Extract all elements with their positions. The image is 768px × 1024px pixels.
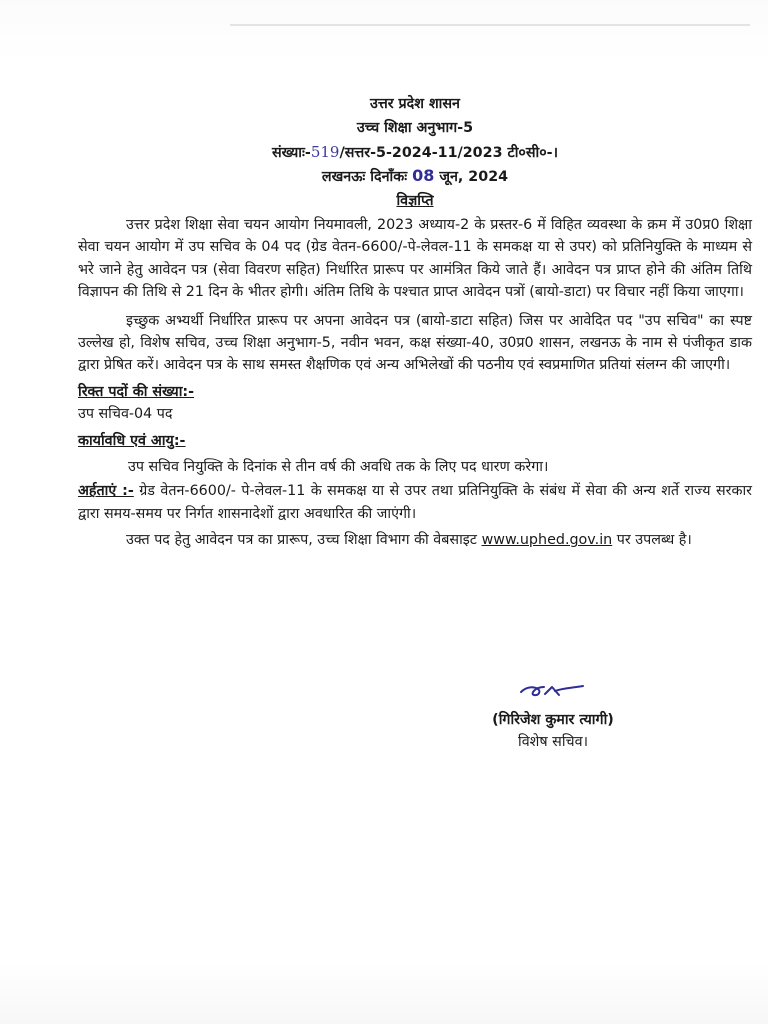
signatory-name: (गिरिजेश कुमार त्यागी): [492, 712, 614, 728]
vacancy-value: उप सचिव-04 पद: [78, 406, 173, 423]
form-note-before: उक्त पद हेतु आवेदन पत्र का प्रारूप, उच्च शिक्षा विभाग की वेबसाइट: [126, 532, 478, 549]
form-note: [78, 529, 752, 551]
handwritten-number: 519: [310, 143, 340, 161]
paragraph-2: इच्छुक अभ्यर्थी निर्धारित प्रारूप पर अपना आवेदन पत्र (बायो-डाटा सहित) जिस पर आवेदित पद "उप सचिव" का स्पष्ट उल्लेख हो, विशेष सचिव, उच्च शिक्षा अनुभाग-5, नवीन भवन, कक्ष संख्या-40, उ0प्र0 शासन, लखनऊ के नाम से पंजीकृत डाक द्वारा प्रेषित करें। आवेदन पत्र के साथ समस्त शैक्षणिक एवं अन्य अभिलेखों की पठनीय एवं स्वप्रमाणित प्रतियां संलग्न की जाएगी।: [78, 312, 752, 374]
eligibility-heading: अर्हताएं :-: [78, 483, 134, 500]
reference-suffix: /सत्तर-5-2024-11/2023 टी०सी०-।: [339, 145, 559, 161]
paragraph-1: उत्तर प्रदेश शिक्षा सेवा चयन आयोग नियमावली, 2023 अध्याय-2 के प्रस्तर-6 में विहित व्यवस्था के क्रम में उ0प्र0 शिक्षा सेवा चयन आयोग में उप सचिव के 04 पद (ग्रेड वेतन-6600/-पे-लेवल-11 के समकक्ष या से उपर) को प्रतिनियुक्ति के माध्यम से भरे जाने हेतु आवेदन पत्र (सेवा विवरण सहित) निर्धारित प्रारूप पर आमंत्रित किये जाते हैं। आवेदन पत्र प्राप्त होने की अंतिम तिथि विज्ञापन की तिथि से 21 दिन के भीतर होगी। अंतिम तिथि के पश्चात प्राप्त आवेदन पत्रों (बायो-डाटा) पर विचार नहीं किया जाएगा।: [78, 217, 752, 301]
place-and-date: [78, 164, 752, 188]
reference-number: [78, 140, 752, 164]
eligibility-text: ग्रेड वेतन-6600/- पे-लेवल-11 के समकक्ष या से उपर तथा प्रतिनियुक्ति के संबंध में सेवा की अन्य शर्ते राज्य सरकार द्वारा समय-समय पर निर्गत शासनादेशों द्वारा अवधारित की जाएंगी।: [78, 483, 753, 522]
vacancy-heading: रिक्त पदों की संख्या:-: [78, 383, 195, 400]
tenure-heading: कार्यावधि एवं आयु:-: [78, 432, 186, 449]
tenure-text: उप सचिव नियुक्ति के दिनांक से तीन वर्ष की अवधि तक के लिए पद धारण करेगा।: [128, 459, 549, 476]
department-name: उच्च शिक्षा अनुभाग-5: [356, 120, 474, 136]
form-note-after: पर उपलब्ध है।: [616, 532, 692, 549]
handwritten-signature: [517, 680, 589, 704]
handwritten-date: 08: [412, 166, 435, 185]
reference-prefix: संख्याः-: [271, 145, 311, 161]
notice-title: विज्ञप्ति: [396, 193, 434, 209]
website-link[interactable]: www.uphed.gov.in: [481, 532, 613, 549]
scan-edge-line: [230, 24, 750, 26]
letter-header: [78, 92, 752, 188]
date-prefix: लखनऊः दिनाँकः: [321, 169, 408, 185]
eligibility-paragraph: [78, 480, 752, 525]
signatory-title: विशेष सचिव।: [518, 734, 588, 750]
government-name: उत्तर प्रदेश शासन: [370, 96, 460, 112]
signature-block: [468, 680, 638, 751]
notice-document: [78, 92, 752, 552]
date-suffix: जून, 2024: [439, 169, 509, 185]
